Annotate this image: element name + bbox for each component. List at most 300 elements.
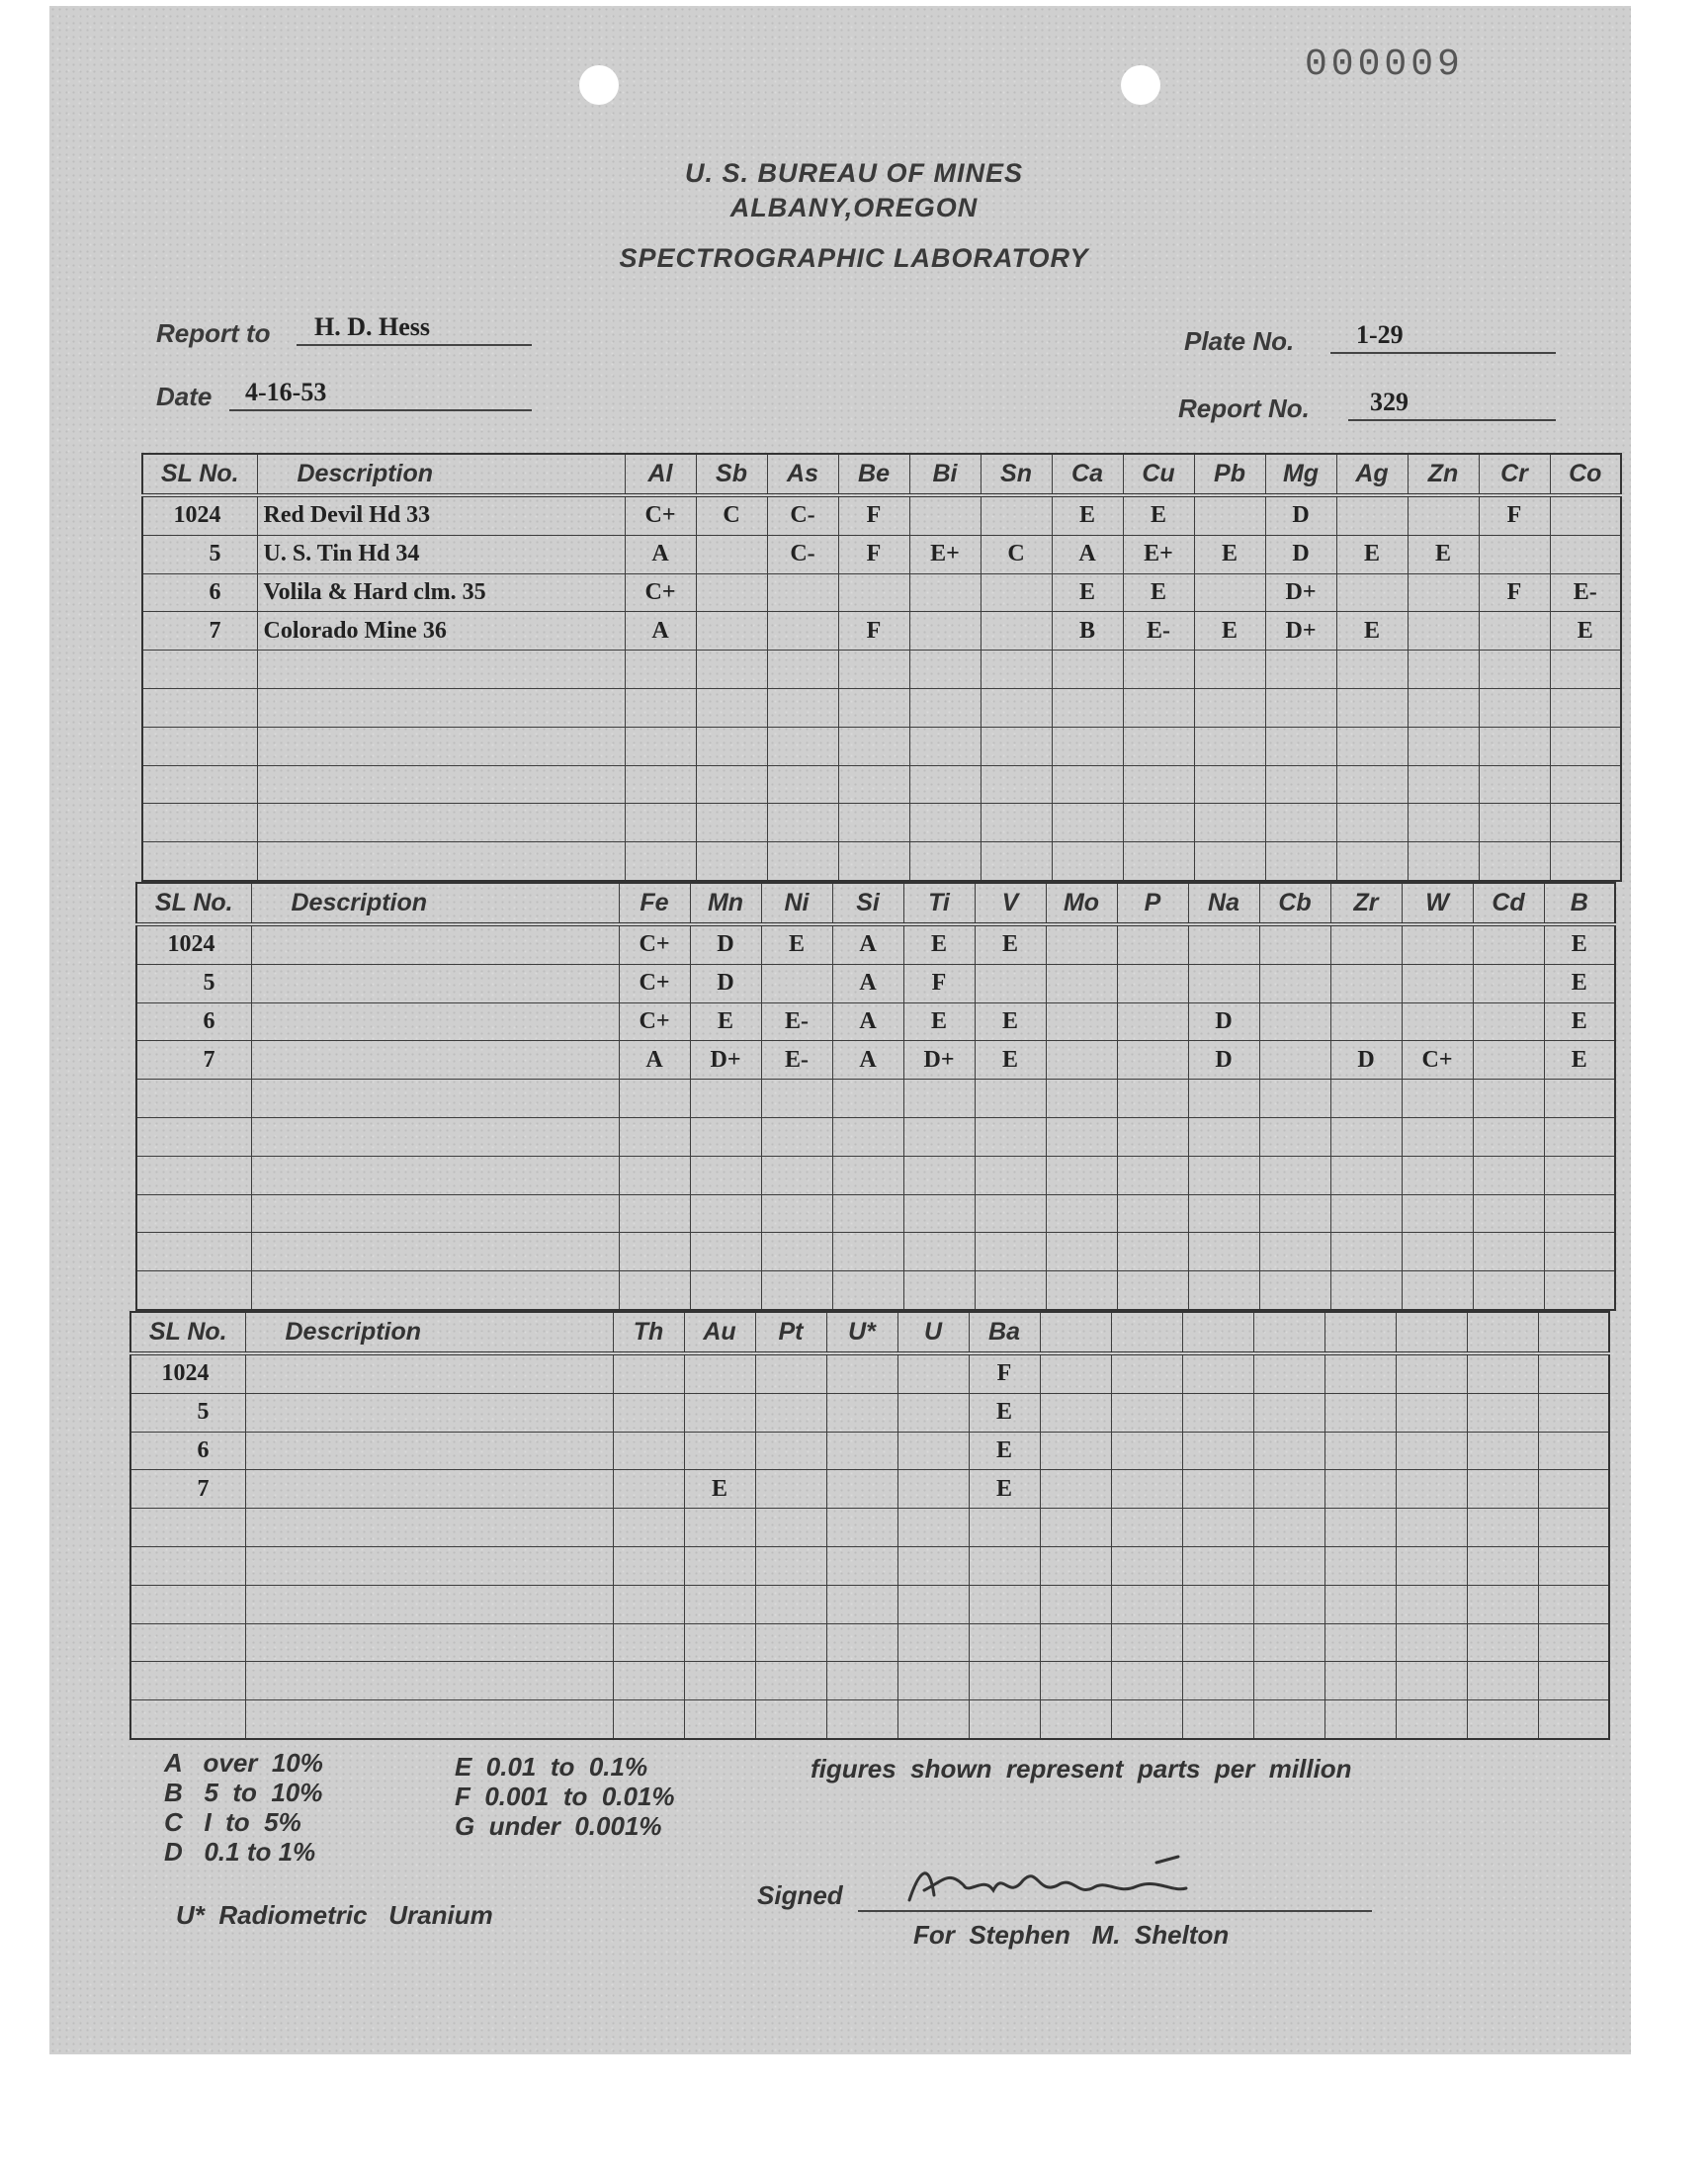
- result-cell: [1259, 1041, 1330, 1080]
- agency-location: ALBANY,OREGON: [729, 193, 979, 222]
- empty-cell: [1111, 1546, 1182, 1585]
- handwritten-signature: [890, 1851, 1285, 1920]
- result-cell: F: [838, 535, 909, 573]
- element-header: [1538, 1312, 1609, 1353]
- empty-cell: [969, 1509, 1040, 1547]
- sl-number-cell: 6: [136, 1002, 251, 1041]
- empty-cell: [245, 1700, 613, 1739]
- empty-cell: [696, 727, 767, 765]
- empty-cell: [767, 651, 838, 689]
- result-cell: E: [1544, 964, 1615, 1002]
- result-cell: [1253, 1353, 1324, 1393]
- result-cell: [1046, 964, 1117, 1002]
- empty-cell: [690, 1156, 761, 1194]
- empty-cell: [897, 1700, 969, 1739]
- plate-no-underline: [1330, 352, 1556, 354]
- element-header: Mn: [690, 883, 761, 924]
- description-cell: U. S. Tin Hd 34: [257, 535, 625, 573]
- element-header: Cb: [1259, 883, 1330, 924]
- empty-cell: [1040, 1623, 1111, 1662]
- empty-cell: [761, 1080, 832, 1118]
- empty-cell: [619, 1117, 690, 1156]
- empty-cell: [975, 1194, 1046, 1233]
- element-header: Ti: [903, 883, 975, 924]
- empty-cell: [1117, 1194, 1188, 1233]
- empty-cell: [897, 1662, 969, 1700]
- result-cell: D: [1265, 495, 1336, 535]
- empty-cell: [1052, 804, 1123, 842]
- empty-cell: [257, 842, 625, 881]
- report-no-underline: [1348, 419, 1556, 421]
- result-cell: [897, 1432, 969, 1470]
- result-cell: E: [1544, 1041, 1615, 1080]
- empty-cell: [1265, 688, 1336, 727]
- empty-cell: [245, 1585, 613, 1623]
- description-cell: [251, 964, 619, 1002]
- empty-cell: [1402, 1271, 1473, 1310]
- empty-cell: [684, 1509, 755, 1547]
- empty-cell: [1182, 1585, 1253, 1623]
- element-header: Au: [684, 1312, 755, 1353]
- result-cell: [1402, 924, 1473, 964]
- element-header: Na: [1188, 883, 1259, 924]
- table-row: [142, 612, 1621, 651]
- result-cell: E: [690, 1002, 761, 1041]
- empty-cell: [1330, 1233, 1402, 1271]
- empty-cell: [1259, 1194, 1330, 1233]
- empty-cell: [1111, 1700, 1182, 1739]
- result-cell: E+: [909, 535, 981, 573]
- result-cell: [1538, 1393, 1609, 1432]
- empty-cell: [1396, 1623, 1467, 1662]
- empty-cell: [838, 804, 909, 842]
- empty-cell: [619, 1271, 690, 1310]
- result-cell: [755, 1353, 826, 1393]
- empty-cell: [251, 1156, 619, 1194]
- empty-cell: [130, 1662, 245, 1700]
- empty-cell: [136, 1156, 251, 1194]
- sl-no-header: SL No.: [136, 883, 251, 924]
- result-cell: [684, 1353, 755, 1393]
- empty-cell: [969, 1662, 1040, 1700]
- blank-row: [142, 651, 1621, 689]
- empty-cell: [1408, 804, 1479, 842]
- sl-number-cell: 1024: [130, 1353, 245, 1393]
- result-cell: D: [1265, 535, 1336, 573]
- empty-cell: [1046, 1271, 1117, 1310]
- result-cell: A: [625, 535, 696, 573]
- table-row: [130, 1393, 1609, 1432]
- result-cell: D: [690, 924, 761, 964]
- result-cell: E: [1194, 612, 1265, 651]
- empty-cell: [619, 1156, 690, 1194]
- result-cell: [1111, 1470, 1182, 1509]
- empty-cell: [981, 651, 1052, 689]
- empty-cell: [1330, 1117, 1402, 1156]
- result-cell: [1467, 1432, 1538, 1470]
- empty-cell: [832, 1271, 903, 1310]
- result-cell: C: [696, 495, 767, 535]
- punch-hole-right: [1121, 65, 1160, 105]
- empty-cell: [909, 651, 981, 689]
- element-header: Si: [832, 883, 903, 924]
- empty-cell: [130, 1585, 245, 1623]
- table-row: [136, 964, 1615, 1002]
- legend-f: F 0.001 to 0.01%: [455, 1782, 675, 1811]
- empty-cell: [1408, 842, 1479, 881]
- table-row: [136, 924, 1615, 964]
- empty-cell: [142, 688, 257, 727]
- sl-number-cell: 6: [142, 573, 257, 612]
- result-cell: [1330, 964, 1402, 1002]
- sl-number-cell: 1024: [142, 495, 257, 535]
- date-label: Date: [156, 382, 213, 411]
- result-cell: [826, 1432, 897, 1470]
- result-cell: E-: [761, 1041, 832, 1080]
- empty-cell: [761, 1117, 832, 1156]
- table-header-row: [136, 883, 1615, 924]
- empty-cell: [1479, 688, 1550, 727]
- result-cell: E: [975, 1041, 1046, 1080]
- empty-cell: [981, 765, 1052, 804]
- result-cell: [1253, 1470, 1324, 1509]
- result-cell: C+: [1402, 1041, 1473, 1080]
- signer-name: For Stephen M. Shelton: [913, 1920, 1230, 1950]
- result-cell: [1182, 1470, 1253, 1509]
- empty-cell: [1194, 727, 1265, 765]
- empty-cell: [1402, 1156, 1473, 1194]
- empty-cell: [897, 1623, 969, 1662]
- empty-cell: [1253, 1662, 1324, 1700]
- empty-cell: [1396, 1546, 1467, 1585]
- empty-cell: [909, 727, 981, 765]
- empty-cell: [1538, 1700, 1609, 1739]
- description-cell: [251, 1041, 619, 1080]
- empty-cell: [969, 1700, 1040, 1739]
- empty-cell: [1467, 1585, 1538, 1623]
- result-cell: [1111, 1353, 1182, 1393]
- empty-cell: [761, 1233, 832, 1271]
- blank-row: [142, 842, 1621, 881]
- sl-number-cell: 5: [136, 964, 251, 1002]
- result-cell: E: [1336, 535, 1408, 573]
- result-cell: [981, 495, 1052, 535]
- empty-cell: [690, 1194, 761, 1233]
- empty-cell: [838, 651, 909, 689]
- empty-cell: [1052, 765, 1123, 804]
- element-header: Zn: [1408, 454, 1479, 495]
- result-cell: D: [1330, 1041, 1402, 1080]
- description-cell: [251, 924, 619, 964]
- empty-cell: [1324, 1585, 1396, 1623]
- result-cell: [1324, 1393, 1396, 1432]
- description-header: Description: [251, 883, 619, 924]
- empty-cell: [1324, 1700, 1396, 1739]
- result-cell: [1408, 495, 1479, 535]
- empty-cell: [1046, 1080, 1117, 1118]
- empty-cell: [1324, 1623, 1396, 1662]
- empty-cell: [142, 651, 257, 689]
- empty-cell: [1265, 804, 1336, 842]
- result-cell: C: [981, 535, 1052, 573]
- empty-cell: [832, 1194, 903, 1233]
- result-cell: [897, 1470, 969, 1509]
- ppm-note: figures shown represent parts per million: [811, 1754, 1352, 1784]
- result-cell: [1194, 573, 1265, 612]
- result-cell: E: [1194, 535, 1265, 573]
- empty-cell: [767, 727, 838, 765]
- blank-row: [130, 1546, 1609, 1585]
- empty-cell: [838, 727, 909, 765]
- empty-cell: [1467, 1509, 1538, 1547]
- result-cell: [1324, 1470, 1396, 1509]
- empty-cell: [1336, 688, 1408, 727]
- empty-cell: [1324, 1546, 1396, 1585]
- empty-cell: [909, 842, 981, 881]
- result-cell: [767, 573, 838, 612]
- result-cell: [1396, 1353, 1467, 1393]
- element-header: Zr: [1330, 883, 1402, 924]
- result-cell: [1330, 1002, 1402, 1041]
- result-cell: F: [838, 495, 909, 535]
- empty-cell: [1194, 842, 1265, 881]
- empty-cell: [1040, 1700, 1111, 1739]
- empty-cell: [696, 688, 767, 727]
- result-cell: E: [1052, 495, 1123, 535]
- description-cell: [245, 1393, 613, 1432]
- result-cell: E: [903, 924, 975, 964]
- result-cell: [1538, 1353, 1609, 1393]
- empty-cell: [1336, 765, 1408, 804]
- empty-cell: [257, 727, 625, 765]
- blank-row: [142, 727, 1621, 765]
- result-cell: [1396, 1470, 1467, 1509]
- result-cell: [1473, 1041, 1544, 1080]
- empty-cell: [251, 1271, 619, 1310]
- empty-cell: [909, 688, 981, 727]
- empty-cell: [1473, 1080, 1544, 1118]
- result-cell: F: [969, 1353, 1040, 1393]
- element-header: [1111, 1312, 1182, 1353]
- result-cell: C+: [619, 964, 690, 1002]
- result-cell: E: [975, 924, 1046, 964]
- result-cell: [1046, 1041, 1117, 1080]
- empty-cell: [1473, 1156, 1544, 1194]
- blank-row: [130, 1623, 1609, 1662]
- result-cell: [1402, 1002, 1473, 1041]
- result-cell: [1550, 535, 1621, 573]
- empty-cell: [1330, 1271, 1402, 1310]
- result-cell: E: [1123, 573, 1194, 612]
- result-cell: [838, 573, 909, 612]
- date-value: 4-16-53: [245, 378, 327, 406]
- empty-cell: [1396, 1585, 1467, 1623]
- result-cell: [1479, 535, 1550, 573]
- result-cell: [613, 1353, 684, 1393]
- empty-cell: [1479, 765, 1550, 804]
- element-header: V: [975, 883, 1046, 924]
- empty-cell: [1330, 1080, 1402, 1118]
- element-header: [1396, 1312, 1467, 1353]
- empty-cell: [1123, 651, 1194, 689]
- result-cell: [755, 1470, 826, 1509]
- empty-cell: [1544, 1080, 1615, 1118]
- empty-cell: [1194, 688, 1265, 727]
- description-cell: [245, 1470, 613, 1509]
- empty-cell: [1336, 727, 1408, 765]
- empty-cell: [619, 1080, 690, 1118]
- empty-cell: [684, 1623, 755, 1662]
- empty-cell: [625, 688, 696, 727]
- result-cell: [1194, 495, 1265, 535]
- empty-cell: [1040, 1585, 1111, 1623]
- empty-cell: [1052, 651, 1123, 689]
- element-header: Ca: [1052, 454, 1123, 495]
- result-cell: [1467, 1393, 1538, 1432]
- plate-no-value: 1-29: [1356, 320, 1404, 349]
- legend-e: E 0.01 to 0.1%: [455, 1752, 648, 1782]
- empty-cell: [684, 1585, 755, 1623]
- empty-cell: [1336, 651, 1408, 689]
- empty-cell: [1111, 1623, 1182, 1662]
- result-cell: [1550, 495, 1621, 535]
- description-cell: [251, 1002, 619, 1041]
- result-cell: F: [1479, 495, 1550, 535]
- empty-cell: [903, 1156, 975, 1194]
- empty-cell: [1473, 1271, 1544, 1310]
- empty-cell: [969, 1585, 1040, 1623]
- empty-cell: [257, 651, 625, 689]
- empty-cell: [245, 1546, 613, 1585]
- result-cell: [1117, 1041, 1188, 1080]
- empty-cell: [1040, 1509, 1111, 1547]
- element-header: B: [1544, 883, 1615, 924]
- empty-cell: [1123, 688, 1194, 727]
- result-cell: A: [832, 1041, 903, 1080]
- empty-cell: [838, 765, 909, 804]
- result-cell: [696, 612, 767, 651]
- empty-cell: [1473, 1117, 1544, 1156]
- empty-cell: [1259, 1117, 1330, 1156]
- empty-cell: [1040, 1662, 1111, 1700]
- empty-cell: [1396, 1662, 1467, 1700]
- empty-cell: [1538, 1662, 1609, 1700]
- blank-row: [142, 765, 1621, 804]
- empty-cell: [975, 1156, 1046, 1194]
- empty-cell: [1253, 1509, 1324, 1547]
- empty-cell: [761, 1156, 832, 1194]
- empty-cell: [684, 1662, 755, 1700]
- result-cell: [1046, 1002, 1117, 1041]
- result-cell: [696, 535, 767, 573]
- empty-cell: [761, 1271, 832, 1310]
- empty-cell: [1182, 1623, 1253, 1662]
- result-cell: [755, 1393, 826, 1432]
- result-cell: [684, 1393, 755, 1432]
- lab-name: SPECTROGRAPHIC LABORATORY: [619, 243, 1089, 273]
- result-cell: E-: [1550, 573, 1621, 612]
- sl-number-cell: 7: [142, 612, 257, 651]
- empty-cell: [1550, 688, 1621, 727]
- empty-cell: [1111, 1509, 1182, 1547]
- legend-g: G under 0.001%: [455, 1811, 662, 1841]
- sl-no-header: SL No.: [130, 1312, 245, 1353]
- result-cell: [1408, 612, 1479, 651]
- empty-cell: [1117, 1117, 1188, 1156]
- empty-cell: [1111, 1662, 1182, 1700]
- empty-cell: [625, 765, 696, 804]
- result-cell: A: [832, 964, 903, 1002]
- result-cell: D+: [1265, 612, 1336, 651]
- result-cell: [1111, 1432, 1182, 1470]
- table-header-row: [130, 1312, 1609, 1353]
- result-cell: [1117, 924, 1188, 964]
- empty-cell: [969, 1623, 1040, 1662]
- element-header: [1324, 1312, 1396, 1353]
- empty-cell: [251, 1080, 619, 1118]
- description-cell: Colorado Mine 36: [257, 612, 625, 651]
- empty-cell: [1117, 1233, 1188, 1271]
- table-row: [142, 535, 1621, 573]
- empty-cell: [1052, 688, 1123, 727]
- result-cell: [1111, 1393, 1182, 1432]
- result-cell: A: [1052, 535, 1123, 573]
- empty-cell: [142, 727, 257, 765]
- empty-cell: [696, 651, 767, 689]
- empty-cell: [1123, 727, 1194, 765]
- empty-cell: [1117, 1156, 1188, 1194]
- report-to-underline: [297, 344, 532, 346]
- result-cell: [1117, 1002, 1188, 1041]
- description-cell: [245, 1353, 613, 1393]
- empty-cell: [981, 804, 1052, 842]
- empty-cell: [755, 1509, 826, 1547]
- result-cell: C-: [767, 535, 838, 573]
- result-cell: [755, 1432, 826, 1470]
- element-header: [1253, 1312, 1324, 1353]
- empty-cell: [767, 765, 838, 804]
- empty-cell: [245, 1662, 613, 1700]
- blank-row: [130, 1509, 1609, 1547]
- result-cell: [909, 612, 981, 651]
- result-cell: E: [684, 1470, 755, 1509]
- element-header: Fe: [619, 883, 690, 924]
- empty-cell: [903, 1117, 975, 1156]
- result-cell: F: [1479, 573, 1550, 612]
- result-cell: [767, 612, 838, 651]
- result-cell: [1182, 1353, 1253, 1393]
- empty-cell: [1259, 1156, 1330, 1194]
- empty-cell: [1265, 765, 1336, 804]
- empty-cell: [690, 1233, 761, 1271]
- element-header: Mo: [1046, 883, 1117, 924]
- empty-cell: [1117, 1080, 1188, 1118]
- empty-cell: [613, 1662, 684, 1700]
- blank-row: [142, 804, 1621, 842]
- result-cell: [1253, 1432, 1324, 1470]
- result-cell: E: [1550, 612, 1621, 651]
- empty-cell: [981, 727, 1052, 765]
- element-header: [1040, 1312, 1111, 1353]
- element-header: U: [897, 1312, 969, 1353]
- empty-cell: [136, 1080, 251, 1118]
- result-cell: B: [1052, 612, 1123, 651]
- empty-cell: [1324, 1509, 1396, 1547]
- result-cell: [826, 1393, 897, 1432]
- empty-cell: [1402, 1080, 1473, 1118]
- result-cell: C+: [619, 924, 690, 964]
- result-cell: E: [1408, 535, 1479, 573]
